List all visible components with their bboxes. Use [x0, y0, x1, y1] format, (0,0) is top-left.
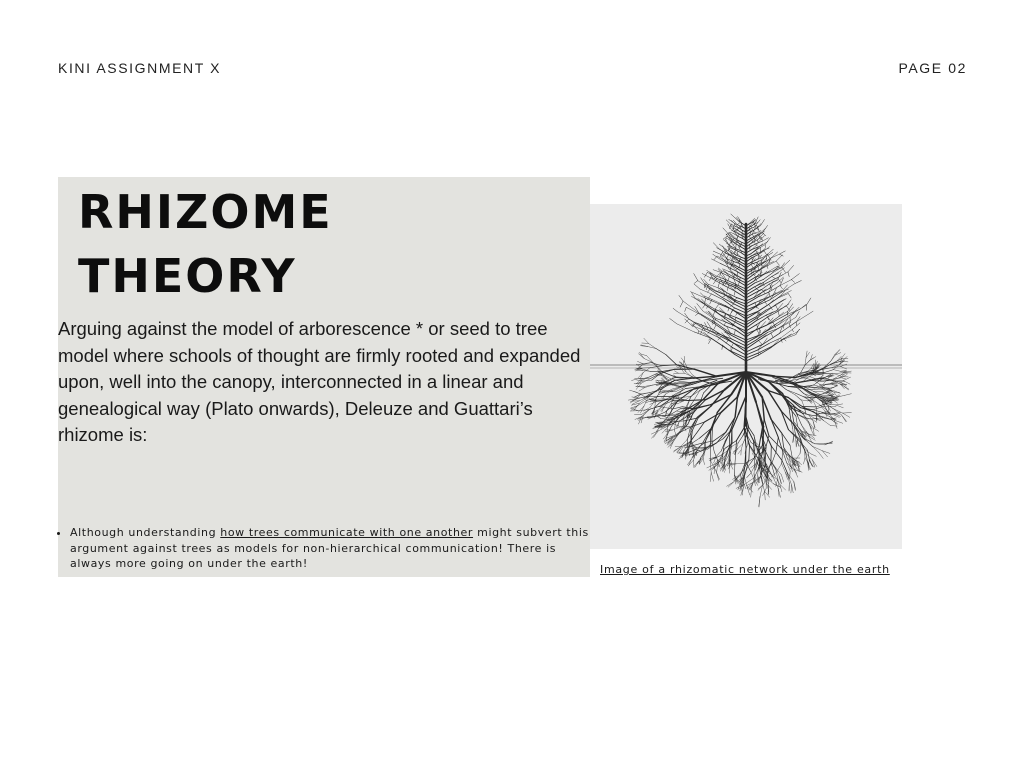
footnote-text-before: Although understanding [70, 526, 221, 539]
heading-line-1: RHIZOME [78, 185, 333, 239]
tree-illustration [590, 204, 902, 549]
footnote-item [70, 525, 590, 572]
rhizome-tree-image [590, 204, 902, 549]
page-number: PAGE 02 [898, 60, 967, 76]
heading-line-2: THEORY [78, 249, 297, 303]
footnote-text-after: might subvert this argument against trees as models for non-hierarchical communication! There is always more going on under the earth! [70, 526, 589, 570]
footnote-list [52, 525, 590, 572]
trees-communicate-link[interactable]: how trees communicate with one another [220, 526, 474, 539]
body-paragraph: Arguing against the model of arborescence * or seed to tree model where schools of thought are firmly rooted and expanded upon, well into the canopy, interconnected in a linear and genealogical way (Plato onwards), Deleuze and Guattari’s rhizome is: [58, 318, 581, 445]
slide-heading [78, 180, 333, 308]
document-title: KINI ASSIGNMENT X [58, 60, 222, 76]
image-caption-link[interactable]: Image of a rhizomatic network under the earth [600, 563, 890, 576]
